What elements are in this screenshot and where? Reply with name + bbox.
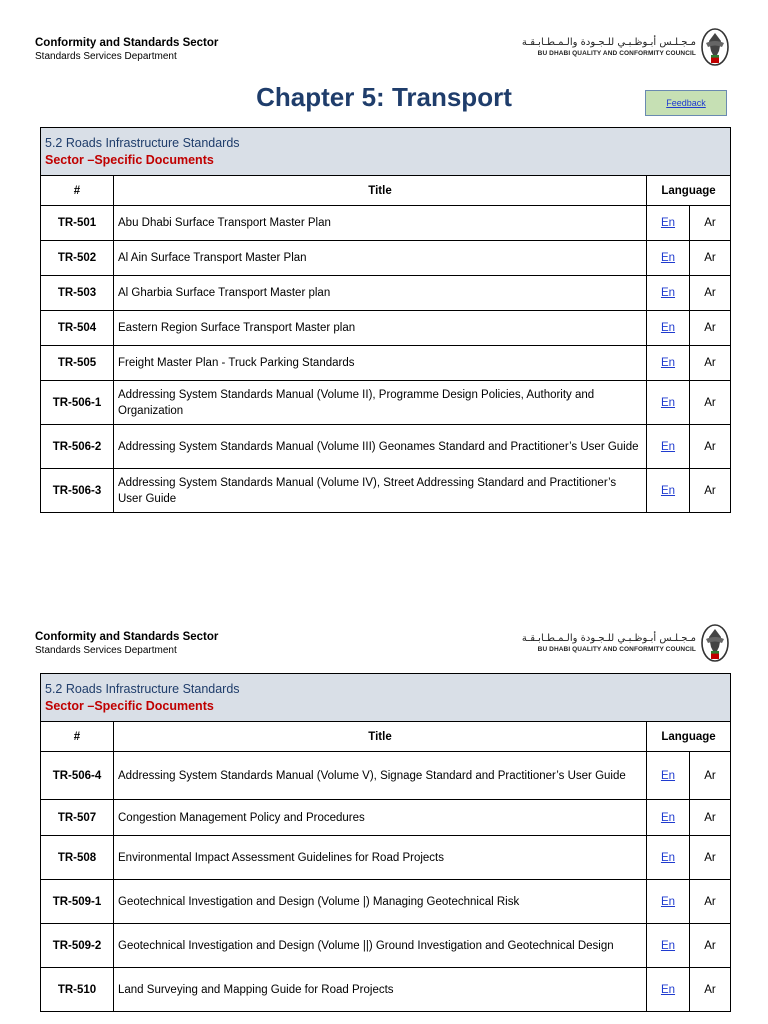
lang-cell-en — [647, 425, 690, 469]
feedback-button[interactable]: Feedback — [645, 90, 727, 116]
lang-cell-en — [647, 968, 690, 1012]
table-caption — [41, 128, 731, 176]
table-row — [41, 836, 731, 880]
table-row — [41, 381, 731, 425]
doc-title: Al Gharbia Surface Transport Master plan — [114, 276, 647, 311]
council-logo — [522, 622, 730, 664]
doc-code: TR-507 — [41, 800, 114, 836]
col-header-title: Title — [114, 176, 647, 206]
lang-cell-ar: Ar — [690, 800, 731, 836]
doc-title: Eastern Region Surface Transport Master plan — [114, 311, 647, 346]
doc-code: TR-509-1 — [41, 880, 114, 924]
page-2 — [0, 600, 768, 996]
table-caption — [41, 674, 731, 722]
doc-code: TR-506-1 — [41, 381, 114, 425]
falcon-emblem-icon — [700, 27, 730, 67]
doc-title: Environmental Impact Assessment Guidelines for Road Projects — [114, 836, 647, 880]
english-doc-link[interactable]: En — [660, 484, 676, 497]
english-doc-link[interactable]: En — [660, 851, 676, 864]
doc-title: Addressing System Standards Manual (Volume V), Signage Standard and Practitioner’s User Guide — [114, 752, 647, 800]
english-doc-link[interactable]: En — [660, 440, 676, 453]
doc-title: Addressing System Standards Manual (Volume III) Geonames Standard and Practitioner’s User Guide — [114, 425, 647, 469]
lang-cell-ar: Ar — [690, 206, 731, 241]
standards-table — [40, 127, 731, 513]
doc-code: TR-502 — [41, 241, 114, 276]
doc-title: Geotechnical Investigation and Design (Volume ||) Ground Investigation and Geotechnical Design — [114, 924, 647, 968]
table-row — [41, 241, 731, 276]
doc-code: TR-510 — [41, 968, 114, 1012]
english-doc-link[interactable]: En — [660, 252, 676, 264]
table-row — [41, 425, 731, 469]
falcon-emblem-icon — [700, 623, 730, 663]
logo-english-text: BU DHABI QUALITY AND CONFORMITY COUNCIL — [537, 645, 696, 653]
table-row — [41, 752, 731, 800]
table-row — [41, 469, 731, 513]
caption-subtitle: Sector –Specific Documents — [45, 152, 214, 167]
lang-cell-en — [647, 206, 690, 241]
doc-code: TR-506-4 — [41, 752, 114, 800]
table-header-row — [41, 176, 731, 206]
lang-cell-en — [647, 752, 690, 800]
english-doc-link[interactable]: En — [660, 895, 676, 908]
org-name: Conformity and Standards Sector — [35, 37, 219, 49]
org-block — [35, 630, 218, 657]
caption-subtitle: Sector –Specific Documents — [45, 698, 214, 713]
english-doc-link[interactable]: En — [660, 939, 676, 952]
doc-code: TR-509-2 — [41, 924, 114, 968]
lang-cell-en — [647, 241, 690, 276]
table-row — [41, 276, 731, 311]
doc-title: Addressing System Standards Manual (Volume IV), Street Addressing Standard and Practitioner’s User Guide — [114, 469, 647, 513]
page-header — [0, 600, 768, 660]
lang-cell-ar: Ar — [690, 924, 731, 968]
lang-cell-ar: Ar — [690, 276, 731, 311]
lang-cell-ar: Ar — [690, 241, 731, 276]
lang-cell-ar: Ar — [690, 381, 731, 425]
page-header — [0, 0, 768, 60]
english-doc-link[interactable]: En — [660, 983, 676, 996]
table-row — [41, 800, 731, 836]
lang-cell-en — [647, 924, 690, 968]
logo-english-text: BU DHABI QUALITY AND CONFORMITY COUNCIL — [537, 49, 696, 57]
english-doc-link[interactable]: En — [660, 396, 676, 409]
logo-arabic-text: مـجـلـس أبـوظـبـي للـجـودة والـمـطـابـقـة — [521, 36, 696, 48]
col-header-number: # — [41, 176, 114, 206]
table-row — [41, 206, 731, 241]
doc-title: Abu Dhabi Surface Transport Master Plan — [114, 206, 647, 241]
logo-arabic-text: مـجـلـس أبـوظـبـي للـجـودة والـمـطـابـقـة — [521, 632, 696, 644]
org-name: Conformity and Standards Sector — [35, 631, 219, 643]
english-doc-link[interactable]: En — [660, 769, 676, 782]
chapter-title: Chapter 5: Transport — [256, 82, 512, 112]
doc-code: TR-505 — [41, 346, 114, 381]
doc-title: Al Ain Surface Transport Master Plan — [114, 241, 647, 276]
lang-cell-ar: Ar — [690, 469, 731, 513]
lang-cell-en — [647, 346, 690, 381]
english-doc-link[interactable]: En — [660, 357, 676, 369]
doc-code: TR-506-2 — [41, 425, 114, 469]
col-header-title: Title — [114, 722, 647, 752]
caption-section-title: 5.2 Roads Infrastructure Standards — [45, 135, 240, 150]
table-row — [41, 924, 731, 968]
page-1 — [0, 0, 768, 505]
standards-table — [40, 673, 731, 1012]
col-header-number: # — [41, 722, 114, 752]
doc-code: TR-508 — [41, 836, 114, 880]
council-logo — [522, 26, 730, 68]
doc-code: TR-503 — [41, 276, 114, 311]
lang-cell-en — [647, 276, 690, 311]
english-doc-link[interactable]: En — [660, 322, 676, 334]
doc-code: TR-504 — [41, 311, 114, 346]
dept-name: Standards Services Department — [35, 51, 177, 62]
lang-cell-ar: Ar — [690, 836, 731, 880]
doc-title: Land Surveying and Mapping Guide for Road Projects — [114, 968, 647, 1012]
lang-cell-en — [647, 469, 690, 513]
table-row — [41, 968, 731, 1012]
lang-cell-ar: Ar — [690, 968, 731, 1012]
col-header-language: Language — [647, 176, 731, 206]
lang-cell-en — [647, 311, 690, 346]
lang-cell-en — [647, 880, 690, 924]
doc-title: Geotechnical Investigation and Design (Volume |) Managing Geotechnical Risk — [114, 880, 647, 924]
table-row — [41, 880, 731, 924]
dept-name: Standards Services Department — [35, 645, 177, 656]
lang-cell-en — [647, 381, 690, 425]
doc-code: TR-506-3 — [41, 469, 114, 513]
lang-cell-ar: Ar — [690, 346, 731, 381]
lang-cell-ar: Ar — [690, 311, 731, 346]
doc-title: Congestion Management Policy and Procedures — [114, 800, 647, 836]
lang-cell-en — [647, 800, 690, 836]
doc-title: Addressing System Standards Manual (Volume II), Programme Design Policies, Authority and Organization — [114, 381, 647, 425]
english-doc-link[interactable]: En — [660, 217, 676, 229]
lang-cell-ar: Ar — [690, 425, 731, 469]
lang-cell-en — [647, 836, 690, 880]
english-doc-link[interactable]: En — [660, 287, 676, 299]
table-header-row — [41, 722, 731, 752]
english-doc-link[interactable]: En — [660, 811, 676, 824]
org-block — [35, 36, 218, 63]
lang-cell-ar: Ar — [690, 752, 731, 800]
table-row — [41, 311, 731, 346]
doc-code: TR-501 — [41, 206, 114, 241]
col-header-language: Language — [647, 722, 731, 752]
table-row — [41, 346, 731, 381]
lang-cell-ar: Ar — [690, 880, 731, 924]
caption-section-title: 5.2 Roads Infrastructure Standards — [45, 681, 240, 696]
doc-title: Freight Master Plan - Truck Parking Standards — [114, 346, 647, 381]
